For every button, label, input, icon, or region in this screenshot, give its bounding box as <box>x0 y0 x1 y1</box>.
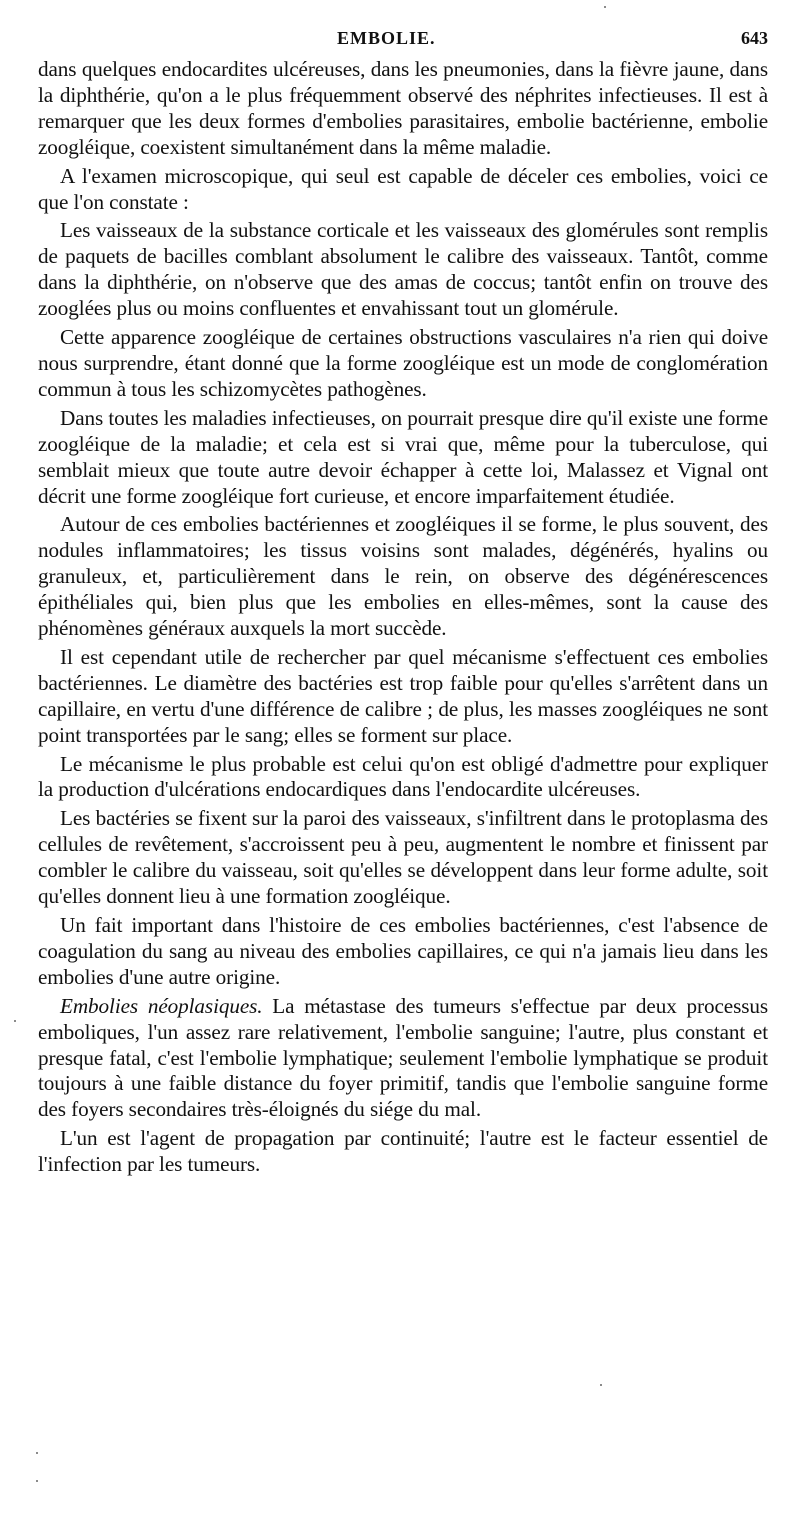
paragraph: Dans toutes les maladies infectieuses, on pourrait presque dire qu'il existe une forme zoogléique de la maladie; et cela est si vrai que, même pour la tuberculose, qui semblait mieux que toute autre devoir échapper à cette loi, Malassez et Vignal ont décrit une forme zoogléique fort curieuse, et encore imparfaitement étudiée. <box>38 405 768 508</box>
paragraph: Cette apparence zoogléique de certaines obstructions vasculaires n'a rien qui doive nous surprendre, étant donné que la forme zoogléique est un mode de conglomération commun à tous les schizomycètes pathogènes. <box>38 325 768 401</box>
paragraph: Les bactéries se fixent sur la paroi des vaisseaux, s'infiltrent dans le protoplasma des cellules de revêtement, s'accroissent peu à peu, augmentent le nombre et finissent par combler le calibre du vaisseau, soit qu'elles se développent dans leur forme adulte, soit qu'elles donnent lieu à une formation zoogléique. <box>38 806 768 909</box>
scan-speck <box>14 1020 16 1022</box>
paragraph: dans quelques endocardites ulcéreuses, dans les pneumonies, dans la fièvre jaune, dans la diphthérie, qu'on a le plus fréquemment observé des néphrites infectieuses. Il est à remarquer que les deux formes d'embolies parasitaires, embolie bactérienne, embolie zoogléique, coexistent simultanément dans la même maladie. <box>38 57 768 159</box>
section-run-in-heading: Embolies néoplasiques. <box>60 993 263 1018</box>
paragraph-embolies-neoplasiques: Embolies néoplasiques. La métastase des tumeurs s'effectue par deux processus emboliques, l'un assez rare relativement, l'embolie sanguine; l'autre, plus constant et presque fatal, c'est l'embolie lymphatique; seulement l'embolie lymphatique se produit toujours à une faible distance du foyer primitif, tandis que l'embolie sanguine forme des foyers secondaires très-éloignés du siége du mal. <box>38 993 768 1122</box>
running-title: EMBOLIE. <box>337 28 436 48</box>
paragraph: Le mécanisme le plus probable est celui qu'on est obligé d'admettre pour expliquer la production d'ulcérations endocardiques dans l'endocardite ulcéreuses. <box>38 751 768 802</box>
body-text <box>38 57 768 1181</box>
page-number: 643 <box>741 28 768 48</box>
paragraph: Un fait important dans l'histoire de ces embolies bactériennes, c'est l'absence de coagulation du sang au niveau des embolies capillaires, ce qui n'a jamais lieu dans les embolies d'une autre origine. <box>38 913 768 989</box>
scan-speck <box>600 1384 602 1386</box>
paragraph: Autour de ces embolies bactériennes et zoogléiques il se forme, le plus souvent, des nodules inflammatoires; les tissus voisins sont malades, dégénérés, hyalins ou granuleux, et, particulièrement dans le rein, on observe des dégénérescences épithéliales qui, bien plus que les embolies en elles-mêmes, sont la cause des phénomènes généraux auxquels la mort succède. <box>38 512 768 641</box>
scan-speck <box>36 1480 38 1482</box>
scan-speck <box>604 6 606 8</box>
running-head <box>0 28 800 56</box>
paragraph: A l'examen microscopique, qui seul est capable de déceler ces embolies, voici ce que l'on constate : <box>38 163 768 214</box>
paragraph: L'un est l'agent de propagation par continuité; l'autre est le facteur essentiel de l'infection par les tumeurs. <box>38 1126 768 1177</box>
scan-speck <box>36 1452 38 1454</box>
paragraph: Il est cependant utile de rechercher par quel mécanisme s'effectuent ces embolies bactériennes. Le diamètre des bactéries est trop faible pour qu'elles s'arrêtent dans un capillaire, en vertu d'une différence de calibre ; de plus, les masses zoogléiques ne sont point transportées par le sang; elles se forment sur place. <box>38 644 768 747</box>
paragraph: Les vaisseaux de la substance corticale et les vaisseaux des glomérules sont remplis de paquets de bacilles comblant absolument le calibre des vaisseaux. Tantôt, comme dans la diphthérie, on n'observe que des amas de coccus; tantôt enfin on trouve des zooglées plus ou moins confluentes et envahissant tout un glomérule. <box>38 218 768 321</box>
